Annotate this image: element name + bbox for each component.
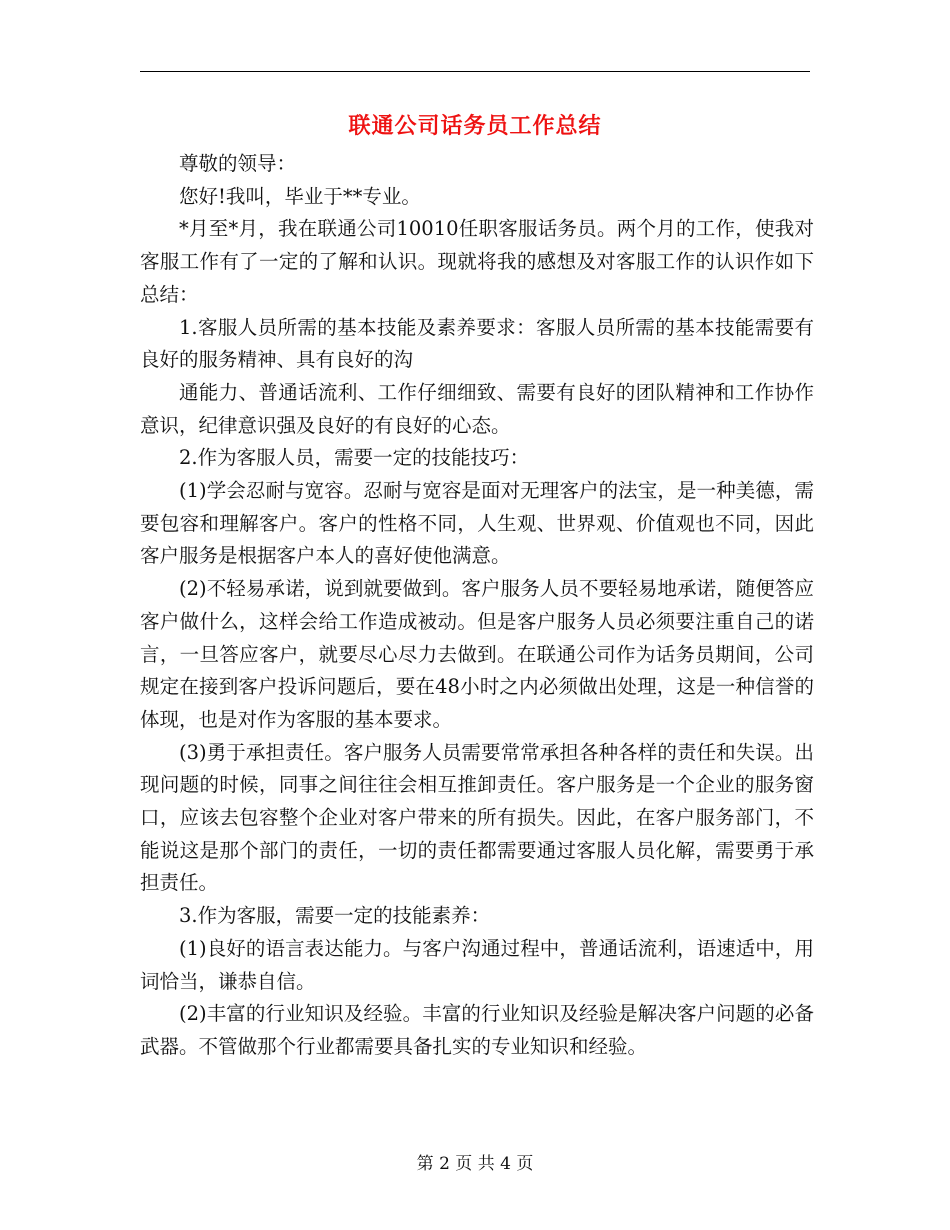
paragraph-section-3: 3.作为客服，需要一定的技能素养： <box>179 904 491 928</box>
paragraph-intro: *月至*月，我在联通公司10010任职客服话务员。两个月的工作，使我对客服工作有了一定的了解和认识。现就将我的感想及对客服工作的认识作如下总结： <box>140 217 814 306</box>
paragraph-section-2-item-2: (2)不轻易承诺，说到就要做到。客户服务人员不要轻易地承诺，随便答应客户做什么，这样会给工作造成被动。但是客户服务人员必须要注重自己的诺言，一旦答应客户，就要尽心尽力去做到。在联通公司作为话务员期间，公司规定在接到客户投诉问题后，要在48小时之内必须做出处理，这是一种信誉的体现，也是对作为客服的基本要求。 <box>140 577 814 731</box>
header-rule <box>140 71 810 72</box>
paragraph-section-2: 2.作为客服人员，需要一定的技能技巧： <box>179 446 530 470</box>
document-title: 联通公司话务员工作总结 <box>348 113 602 139</box>
paragraph-section-2-item-3: (3)勇于承担责任。客户服务人员需要常常承担各种各样的责任和失误。出现问题的时候，同事之间往往会相互推卸责任。客户服务是一个企业的服务窗口，应该去包容整个企业对客户带来的所有损失。因此，在客户服务部门，不能说这是那个部门的责任，一切的责任都需要通过客服人员化解，需要勇于承担责任。 <box>140 740 814 895</box>
paragraph-section-1: 1.客服人员所需的基本技能及素养要求：客服人员所需的基本技能需要有良好的服务精神、具有良好的沟 <box>140 315 814 372</box>
paragraph-section-2-item-1: (1)学会忍耐与宽容。忍耐与宽容是面对无理客户的法宝，是一种美德，需要包容和理解客户。客户的性格不同，人生观、世界观、价值观也不同，因此客户服务是根据客户本人的喜好使他满意。 <box>140 479 814 568</box>
paragraph-section-1-cont: 通能力、普通话流利、工作仔细细致、需要有良好的团队精神和工作协作意识，纪律意识强及良好的有良好的心态。 <box>140 380 814 437</box>
paragraph-section-3-item-2: (2)丰富的行业知识及经验。丰富的行业知识及经验是解决客户问题的必备武器。不管做那个行业都需要具备扎实的专业知识和经验。 <box>140 1002 814 1058</box>
paragraph-salutation: 尊敬的领导： <box>179 152 297 175</box>
page-footer: 第 2 页 共 4 页 <box>416 1154 534 1174</box>
paragraph-greeting: 您好!我叫，毕业于**专业。 <box>179 184 421 208</box>
paragraph-section-3-item-1: (1)良好的语言表达能力。与客户沟通过程中，普通话流利，语速适中，用词恰当，谦恭自信。 <box>140 936 814 993</box>
document-body <box>140 148 814 1064</box>
